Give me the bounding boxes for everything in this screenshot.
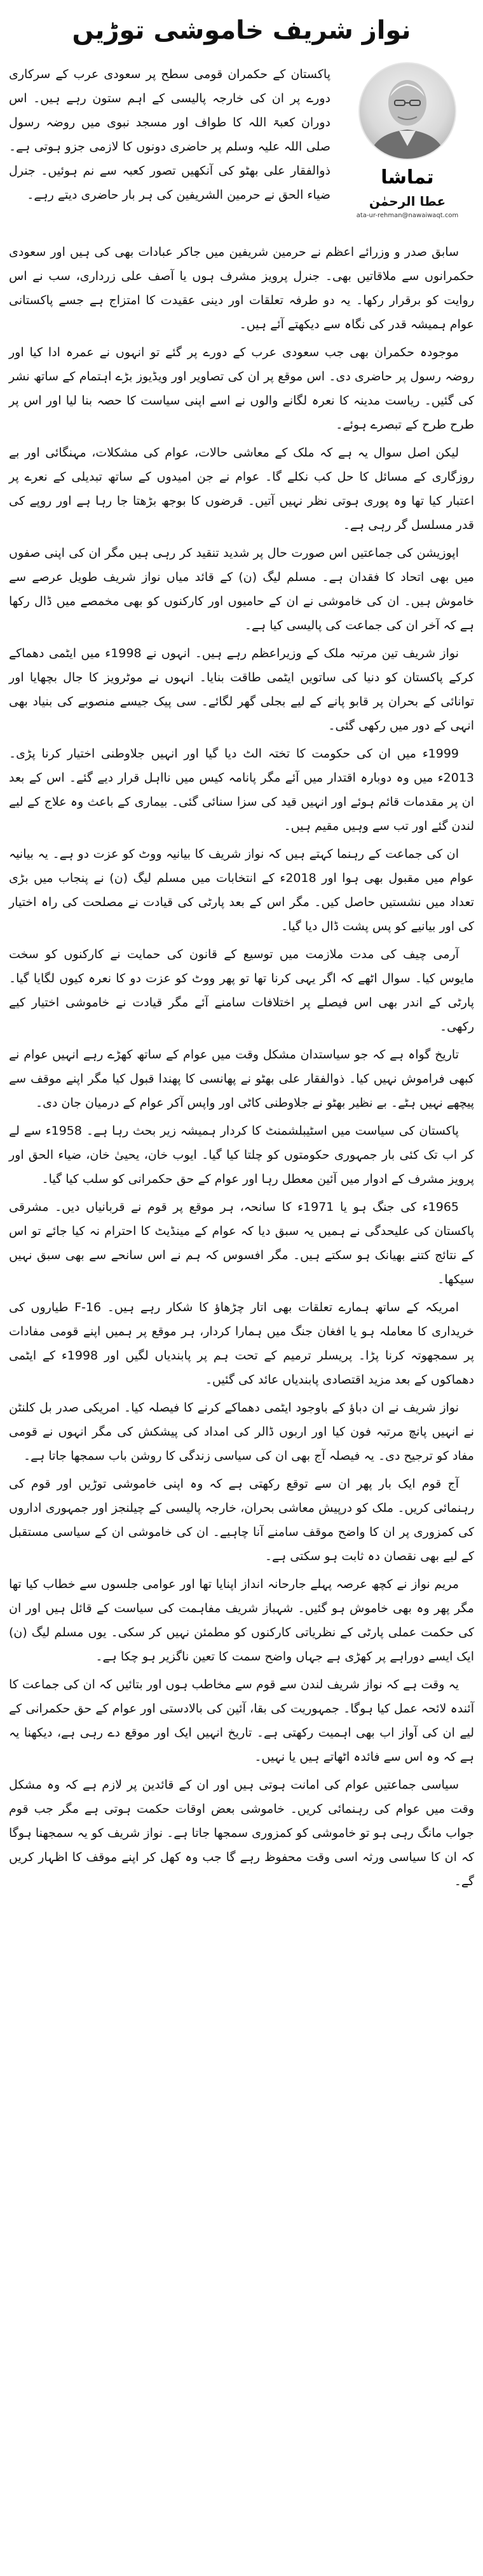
article-paragraph: نواز شریف تین مرتبہ ملک کے وزیراعظم رہے ہیں۔ انہوں نے 1998ء میں ایٹمی دھماکے کرکے پاکستان کو دنیا کی ساتویں ایٹمی طاقت بنایا۔ انہوں نے موٹرویز کا جال بچھایا اور توانائی کے بحران پر قابو پانے کے لیے بجلی گھر لگائے۔ سی پیک جیسے منصوبے کی بنیاد بھی انہی کے دور میں رکھی گئی۔ bbox=[9, 646, 474, 733]
article-paragraph: یہ وقت ہے کہ نواز شریف لندن سے قوم سے مخاطب ہوں اور بتائیں کہ ان کی جماعت کا آئندہ لائحہ عمل کیا ہوگا۔ جمہوریت کی بقا، آئین کی بالادستی اور عوام کے حق حکمرانی کے لیے ان کی آواز اب بھی اہمیت رکھتی ہے۔ تاریخ انہیں ایک اور موقع دے رہی ہے، دیکھنا یہ ہے کہ وہ اس سے فائدہ اٹھاتے ہیں یا نہیں۔ bbox=[9, 1678, 474, 1764]
article-paragraph: تاریخ گواہ ہے کہ جو سیاستدان مشکل وقت میں عوام کے ساتھ کھڑے رہے انہیں عوام نے کبھی فراموش نہیں کیا۔ ذوالفقار علی بھٹو نے پھانسی کا پھندا قبول کیا مگر اپنے موقف سے پیچھے نہیں ہٹے۔ بے نظیر بھٹو نے جلاوطنی کاٹی اور واپس آکر عوام کے درمیان جان دی۔ bbox=[9, 1048, 474, 1110]
article-intro-paragraph: پاکستان کے حکمران قومی سطح پر سعودی عرب کے سرکاری دورے پر ان کی خارجہ پالیسی کے اہم ستون رہے ہیں۔ اس دوران کعبۃ اللہ کا طواف اور مسجد نبوی میں روضہ رسول صلی اللہ علیہ وسلم پر حاضری دونوں کا لازمی جزو ہوتی ہے۔ ذوالفقار علی بھٹو کی آنکھیں تصور کعبہ سے نم ہوئیں۔ جنرل ضیاء الحق نے حرمین الشریفین کی ہر بار حاضری دیتے رہے۔ bbox=[9, 67, 330, 202]
article-paragraph: ان کی جماعت کے رہنما کہتے ہیں کہ نواز شریف کا بیانیہ ووٹ کو عزت دو ہے۔ یہ بیانیہ عوام میں مقبول بھی ہوا اور 2018ء کے انتخابات میں مسلم لیگ (ن) نے پنجاب میں بڑی تعداد میں نشستیں حاصل کیں۔ مگر اس کے بعد پارٹی کی قیادت نے مصلحت کی راہ اختیار کی اور بیانیے کو پس پشت ڈال دیا گیا۔ bbox=[9, 847, 475, 933]
article-headline: نواز شریف خاموشی توڑیں bbox=[72, 16, 411, 45]
article-paragraph: سیاسی جماعتیں عوام کی امانت ہوتی ہیں اور ان کے قائدین پر لازم ہے کہ وہ مشکل وقت میں عوام کی رہنمائی کریں۔ خاموشی بعض اوقات حکمت ہوتی ہے مگر جب قوم جواب مانگ رہی ہو تو خاموشی کو کمزوری سمجھا جاتا ہے۔ نواز شریف کو یہ سمجھنا ہوگا کہ ان کا سیاسی ورثہ اسی وقت محفوظ رہے گا جب وہ کھل کر اپنے موقف کا اظہار کریں گے۔ bbox=[9, 1778, 474, 1888]
article-paragraph: موجودہ حکمران بھی جب سعودی عرب کے دورے پر گئے تو انہوں نے عمرہ ادا کیا اور روضہ رسول پر حاضری دی۔ اس موقع پر ان کی تصاویر اور ویڈیوز بڑے اہتمام کے ساتھ نشر کی گئیں۔ ریاست مدینہ کا نعرہ لگانے والوں نے اسے اپنی سیاست کا حصہ بنا لیا اور اس پر طرح طرح کے تبصرے ہوئے۔ bbox=[9, 345, 474, 432]
article-paragraph: لیکن اصل سوال یہ ہے کہ ملک کے معاشی حالات، عوام کی مشکلات، مہنگائی اور بے روزگاری کے مسائل کا حل کب نکلے گا۔ عوام نے جن امیدوں کے ساتھ تبدیلی کے نعرے پر اعتبار کیا تھا وہ پوری ہوتی نظر نہیں آتیں۔ قرضوں کا بوجھ بڑھتا جا رہا ہے اور روپے کی قدر مسلسل گر رہی ہے۔ bbox=[9, 446, 474, 532]
article-header-area bbox=[9, 62, 474, 234]
article-paragraph: امریکہ کے ساتھ ہمارے تعلقات بھی اتار چڑھاؤ کا شکار رہے ہیں۔ F-16 طیاروں کی خریداری کا معاملہ ہو یا افغان جنگ میں ہمارا کردار، ہر موقع پر ہمیں اپنے قومی مفادات پر سمجھوتہ کرنا پڑا۔ پریسلر ترمیم کے تحت ہم پر پابندیاں لگیں اور 1998ء کے ایٹمی دھماکوں کے بعد مزید اقتصادی پابندیاں عائد کی گئیں۔ bbox=[9, 1300, 475, 1387]
author-email[interactable]: ata-ur-rehman@nawaiwaqt.com bbox=[356, 212, 459, 219]
column-name: تماشا bbox=[381, 166, 434, 189]
article-paragraph: مریم نواز نے کچھ عرصہ پہلے جارحانہ انداز اپنایا تھا اور عوامی جلسوں سے خطاب کیا تھا مگر پھر وہ بھی خاموش ہو گئیں۔ شہباز شریف مفاہمت کی سیاست کے قائل ہیں اور ان کی حکمت عملی پارٹی کے نظریاتی کارکنوں کو مطمئن نہیں کر سکی۔ یوں مسلم لیگ (ن) ایک ایسے دوراہے پر کھڑی ہے جہاں واضح سمت کا تعین ناگزیر ہو چکا ہے۔ bbox=[9, 1577, 474, 1664]
article-paragraph: آج قوم ایک بار پھر ان سے توقع رکھتی ہے کہ وہ اپنی خاموشی توڑیں اور قوم کی رہنمائی کریں۔ ملک کو درپیش معاشی بحران، خارجہ پالیسی کے چیلنجز اور جمہوری اداروں کی کمزوری پر ان کا واضح موقف سامنے آنا چاہیے۔ ان کی خاموشی ان کے سیاسی مستقبل کے لیے بھی نقصان دہ ثابت ہو سکتی ہے۔ bbox=[9, 1477, 474, 1563]
author-name: عطا الرحمٰن bbox=[369, 194, 446, 209]
author-photo bbox=[358, 62, 456, 160]
article-paragraph: 1965ء کی جنگ ہو یا 1971ء کا سانحہ، ہر موقع پر قوم نے قربانیاں دیں۔ مشرقی پاکستان کی علیحدگی نے ہمیں یہ سبق دیا کہ عوام کے مینڈیٹ کا احترام نہ کیا جائے تو اس کے نتائج کتنے بھیانک ہو سکتے ہیں۔ مگر افسوس کہ ہم نے اس سانحے سے بھی سبق نہیں سیکھا۔ bbox=[9, 1200, 474, 1286]
article-body bbox=[9, 240, 474, 1893]
author-box bbox=[341, 62, 474, 227]
article-paragraph: نواز شریف نے ان دباؤ کے باوجود ایٹمی دھماکے کرنے کا فیصلہ کیا۔ امریکی صدر بل کلنٹن نے انہیں پانچ مرتبہ فون کیا اور اربوں ڈالر کی امداد کی پیشکش کی مگر انہوں نے قومی مفاد کو ترجیح دی۔ یہ فیصلہ آج بھی ان کی سیاسی زندگی کا روشن باب سمجھا جاتا ہے۔ bbox=[9, 1401, 474, 1463]
article-paragraph: 1999ء میں ان کی حکومت کا تختہ الٹ دیا گیا اور انہیں جلاوطنی اختیار کرنا پڑی۔ 2013ء میں وہ دوبارہ اقتدار میں آئے مگر پانامہ کیس میں نااہل قرار دیے گئے۔ اس کے بعد ان پر مقدمات قائم ہوئے اور انہیں قید کی سزا سنائی گئی۔ بیماری کے باعث وہ علاج کے لیے لندن گئے اور تب سے وہیں مقیم ہیں۔ bbox=[9, 747, 474, 833]
article-paragraph: پاکستان کی سیاست میں اسٹیبلشمنٹ کا کردار ہمیشہ زیر بحث رہا ہے۔ 1958ء سے لے کر اب تک کئی بار جمہوری حکومتوں کو چلتا کیا گیا۔ ایوب خان، یحییٰ خان، ضیاء الحق اور پرویز مشرف کے ادوار میں آئین معطل رہا اور عوام کے حق حکمرانی کو سلب کیا گیا۔ bbox=[9, 1124, 474, 1186]
article-paragraph: آرمی چیف کی مدت ملازمت میں توسیع کے قانون کی حمایت نے کارکنوں کو سخت مایوس کیا۔ سوال اٹھے کہ اگر یہی کرنا تھا تو پھر ووٹ کو عزت دو کا نعرہ کیوں لگایا گیا۔ پارٹی کے اندر بھی اس فیصلے پر اختلافات سامنے آئے مگر قیادت نے خاموشی اختیار کیے رکھی۔ bbox=[9, 947, 474, 1034]
author-portrait-icon bbox=[360, 63, 455, 159]
article-paragraph: سابق صدر و وزرائے اعظم نے حرمین شریفین میں جاکر عبادات بھی کی ہیں اور سعودی حکمرانوں سے ملاقاتیں بھی۔ جنرل پرویز مشرف ہوں یا آصف علی زرداری، سب نے اس روایت کو برقرار رکھا۔ یہ دو طرفہ تعلقات اور دینی عقیدت کا امتزاج ہے جسے پاکستانی عوام ہمیشہ قدر کی نگاہ سے دیکھتے آئے ہیں۔ bbox=[9, 245, 474, 331]
article-paragraph: اپوزیشن کی جماعتیں اس صورت حال پر شدید تنقید کر رہی ہیں مگر ان کی اپنی صفوں میں بھی اتحاد کا فقدان ہے۔ مسلم لیگ (ن) کے قائد میاں نواز شریف طویل عرصے سے خاموش ہیں۔ ان کی خاموشی نے ان کے حامیوں اور کارکنوں کو بھی مخمصے میں ڈال رکھا ہے کہ آخر ان کی جماعت کی پالیسی کیا ہے۔ bbox=[9, 546, 474, 632]
